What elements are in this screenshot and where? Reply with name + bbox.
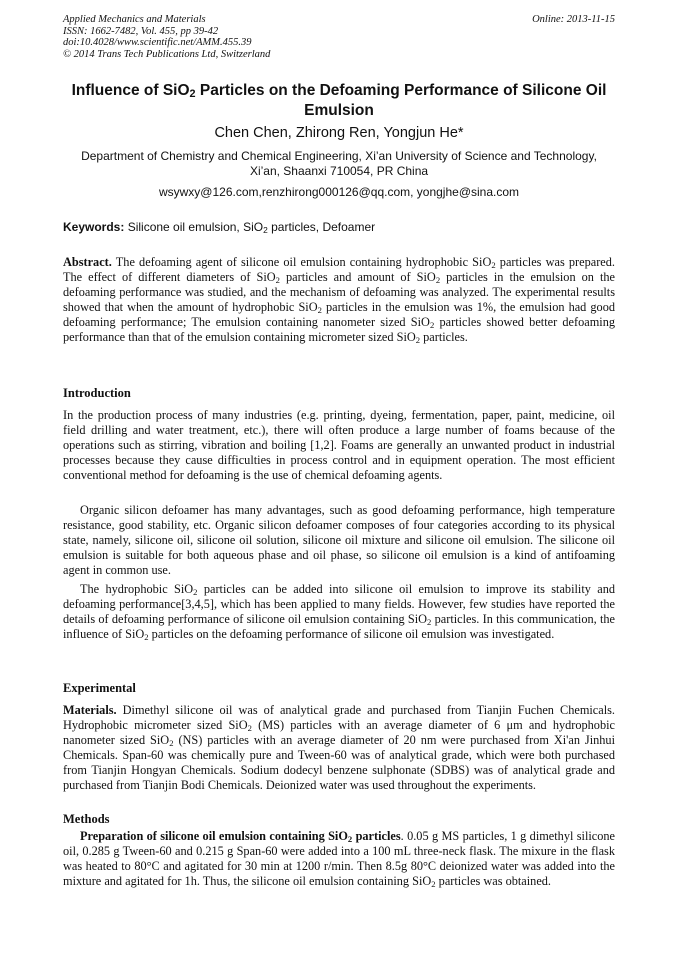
- preparation-label: [80, 829, 401, 843]
- affiliation-line-2: Xi’an, Shaanxi 710054, PR China: [249, 164, 429, 178]
- abstract: [63, 255, 615, 345]
- subscript: 2: [415, 335, 421, 346]
- subscript: 2: [347, 834, 353, 844]
- keywords: [63, 220, 615, 235]
- introduction-paragraph-1: In the production process of many industries (e.g. printing, dyeing, fermentation, paper, paint, medicine, oil field drilling and water treatment, etc.), there will often produce a large number of foams because of the operations such as stirring, vibration and boiling [1,2]. Foams are generally an unwanted product in industrial processes because they cause difficulties in process control and in equipment operation. The most efficient conventional method for defoaming is the use of chemical defoaming agents.: [63, 408, 615, 483]
- paragraph-text: Dimethyl silicone oil was of analytical grade and purchased from Tianjin Fuchen Chemicals. Hydrophobic micrometer sized SiO: [63, 703, 615, 733]
- doi-line: doi:10.4028/www.scientific.net/AMM.455.39: [63, 37, 252, 48]
- keywords-label: Keywords:: [63, 220, 125, 234]
- section-heading-introduction: Introduction: [63, 386, 131, 400]
- subscript: 2: [435, 275, 441, 286]
- paragraph-text: particles on the defoaming performance of silicone oil emulsion was investigated.: [148, 627, 555, 642]
- journal-name: Applied Mechanics and Materials: [63, 14, 206, 25]
- abstract-text: particles and amount of SiO: [279, 270, 436, 285]
- paragraph-text: particles. In this communication, the influence of SiO: [63, 612, 616, 642]
- title-text-2: Particles on the Defoaming Performance of Silicone Oil Emulsion: [195, 82, 607, 119]
- title-text-1: Influence of SiO: [71, 82, 190, 99]
- paper-title: [55, 81, 623, 121]
- subscript: 2: [427, 617, 432, 628]
- abstract-text: particles in the emulsion was 1%, the emulsion had good defoaming performance; The emulsion containing nanometer sized SiO: [63, 300, 615, 330]
- author-emails: wsywxy@126.com,renzhirong000126@qq.com, yongjhe@sina.com: [158, 185, 520, 199]
- subscript: 2: [247, 723, 252, 734]
- keywords-text-2: particles, Defoamer: [267, 220, 376, 234]
- materials-paragraph: [63, 703, 615, 793]
- subscript: 2: [491, 260, 496, 270]
- online-date: Online: 2013-11-15: [532, 14, 615, 25]
- subscript: 2: [275, 275, 280, 286]
- introduction-paragraph-3: [63, 582, 615, 642]
- affiliation-line-1: Department of Chemistry and Chemical Engineering, Xi’an University of Science and Technology,: [81, 149, 597, 163]
- paragraph-text: particles can be added into silicone oil emulsion to improve its stability and defoaming performance[3,4,5], which has been applied to many fields. However, few studies have reported the details of defoaming performance of silicone oil emulsion containing SiO: [63, 582, 616, 627]
- subscript: 2: [144, 632, 149, 643]
- abstract-label: Abstract.: [63, 255, 112, 269]
- affiliation: [55, 149, 623, 179]
- abstract-text: particles showed better defoaming performance than that of the emulsion containing micrometer sized SiO: [63, 315, 615, 345]
- title-subscript: 2: [189, 88, 196, 100]
- paragraph-text: particles was obtained.: [435, 874, 552, 889]
- subsection-heading-methods: Methods: [63, 812, 110, 826]
- preparation-paragraph: [63, 829, 615, 889]
- materials-label: Materials.: [63, 703, 117, 717]
- abstract-text: particles was prepared. The effect of different diameters of SiO: [63, 255, 615, 285]
- introduction-paragraph-2: [63, 503, 615, 578]
- abstract-text: particles.: [420, 330, 468, 345]
- paragraph-text: . 0.05 g MS particles, 1 g dimethyl silicone oil, 0.285 g Tween-60 and 0.215 g Span-60 were added into a 100 mL three-neck flask. The mixure in the flask was heated to 80°C and agitated for 30 min at 1200 r/min. Then 8.5g 80°C deionized water was added into the mixture and agitated for 1h. Thus, the silicone oil emulsion containing SiO: [63, 829, 615, 889]
- label-text: particles: [352, 829, 401, 843]
- subscript: 2: [429, 320, 435, 331]
- keywords-text-1: Silicone oil emulsion, SiO: [124, 220, 264, 234]
- abstract-text: particles in the emulsion on the defoaming performance was studied, and the mechanism of defoaming was analyzed. The experimental results showed that when the amount of hydrophobic SiO: [63, 270, 615, 315]
- running-header: [63, 14, 270, 60]
- abstract-text: The defoaming agent of silicone oil emulsion containing hydrophobic SiO: [111, 255, 492, 269]
- subscript: 2: [431, 879, 436, 890]
- issn-line: ISSN: 1662-7482, Vol. 455, pp 39-42: [63, 25, 219, 37]
- subscript: 2: [317, 305, 322, 316]
- section-heading-experimental: Experimental: [63, 681, 136, 695]
- subscript: 2: [169, 738, 174, 749]
- subscript: 2: [193, 587, 198, 597]
- author-list: Chen Chen, Zhirong Ren, Yongjun He*: [214, 125, 464, 141]
- paragraph-text: (NS) particles with an average diameter of 20 nm were purchased from Xi'an Jinhui Chemicals. Span-60 was chemically pure and Tween-60 was of analytical grade, which were both purchased from Tianjin Hongyan Chemicals. Sodium dodecyl benzene sulphonate (SDBS) was of analytical grade and purchased from Tianjin Bodi Chemicals. Deionized water was used throughout the experiments.: [63, 733, 615, 793]
- paragraph-text: The hydrophobic SiO: [80, 582, 194, 596]
- keywords-subscript: 2: [263, 225, 268, 235]
- paragraph-text: Organic silicon defoamer has many advantages, such as good defoaming performance, high temperature resistance, good stability, etc. Organic silicon defoamer composes of four categories according to its physical state, namely, silicone oil, silicone oil solution, silicone oil mixture and silicone oil emulsion. The silicone oil emulsion is suitable for both aqueous phase and oil phase, so silicone oil emulsion is a kind of antifoaming agent in common use.: [63, 503, 615, 578]
- label-text: Preparation of silicone oil emulsion containing SiO: [80, 829, 348, 843]
- copyright-line: © 2014 Trans Tech Publications Ltd, Switzerland: [63, 48, 271, 60]
- paragraph-text: (MS) particles with an average diameter of 6 μm and hydrophobic nanometer sized SiO: [63, 718, 615, 748]
